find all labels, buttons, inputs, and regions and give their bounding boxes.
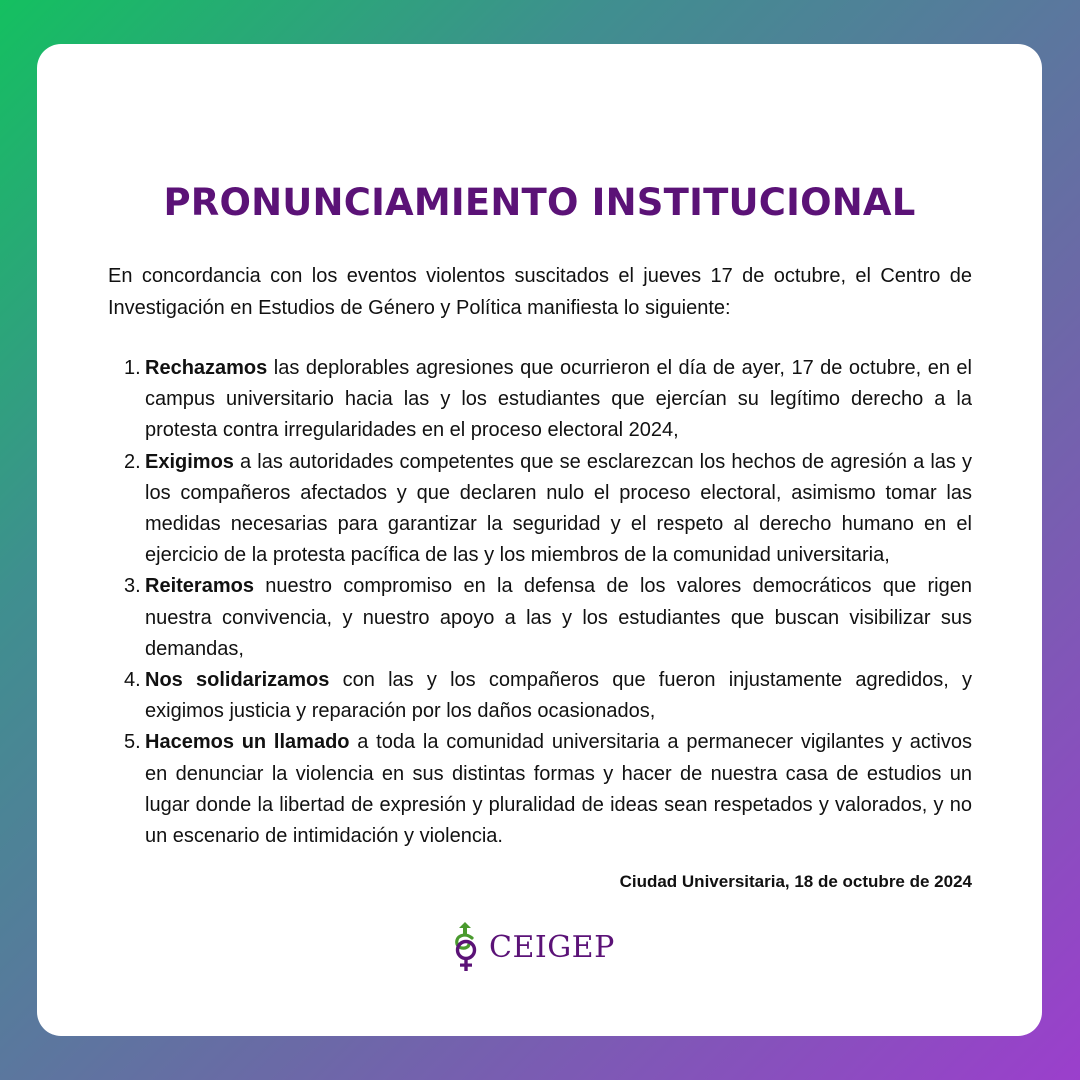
page-title: PRONUNCIAMIENTO INSTITUCIONAL bbox=[163, 181, 916, 224]
statement-card bbox=[37, 44, 1042, 1036]
list-item-number: 1. bbox=[124, 357, 141, 379]
list-item-lead: Hacemos un llamado bbox=[145, 731, 350, 754]
list-item-lead: Reiteramos bbox=[145, 575, 254, 598]
list-item-text: nuestro compromiso en la defensa de los valores democráticos que rigen nuestra convivencia, y nuestro apoyo a las y los estudiantes que buscan visibilizar sus demandas, bbox=[145, 575, 972, 660]
intro-paragraph: En concordancia con los eventos violentos suscitados el jueves 17 de octubre, el Centro de Investigación en Estudios de Género y Política manifiesta lo siguiente: bbox=[108, 265, 972, 319]
list-item-number: 5. bbox=[124, 731, 141, 754]
list-item-text: con las y los compañeros que fueron injustamente agredidos, y exigimos justicia y reparación por los daños ocasionados, bbox=[145, 669, 972, 723]
statement-list bbox=[108, 353, 972, 852]
list-item-lead: Rechazamos bbox=[145, 357, 268, 379]
list-item bbox=[108, 727, 972, 852]
list-item bbox=[108, 571, 972, 665]
list-item-text: las deplorables agresiones que ocurrieron el día de ayer, 17 de octubre, en el campus universitario hacia las y los estudiantes que ejercían su legítimo derecho a la protesta contra irregularidades en el proceso electoral 2024, bbox=[145, 357, 972, 442]
list-item-number: 3. bbox=[124, 575, 141, 598]
ceigep-logo bbox=[451, 920, 615, 974]
list-item-number: 2. bbox=[124, 450, 141, 473]
list-item-text: a las autoridades competentes que se esclarezcan los hechos de agresión a las y los compañeros afectados y que declaren nulo el proceso electoral, asimismo tomar las medidas necesarias para garantizar la seguridad y el respeto al derecho humano en el ejercicio de la protesta pacífica de las y los miembros de la comunidad universitaria, bbox=[145, 450, 972, 567]
logo-text: CEIGEP bbox=[489, 929, 615, 965]
place-date: Ciudad Universitaria, 18 de octubre de 2024 bbox=[619, 872, 972, 891]
list-item-number: 4. bbox=[124, 669, 141, 692]
list-item bbox=[108, 447, 972, 572]
list-item-lead: Exigimos bbox=[145, 450, 234, 473]
list-item-text: a toda la comunidad universitaria a permanecer vigilantes y activos en denunciar la violencia en sus distintas formas y hacer de nuestra casa de estudios un lugar donde la libertad de expresión y pluralidad de ideas sean respetados y valorados, y no un escenario de intimidación y violencia. bbox=[145, 731, 972, 848]
list-item bbox=[108, 353, 972, 447]
list-item bbox=[108, 665, 972, 727]
gender-symbol-icon bbox=[451, 920, 481, 974]
list-item-lead: Nos solidarizamos bbox=[145, 669, 330, 692]
